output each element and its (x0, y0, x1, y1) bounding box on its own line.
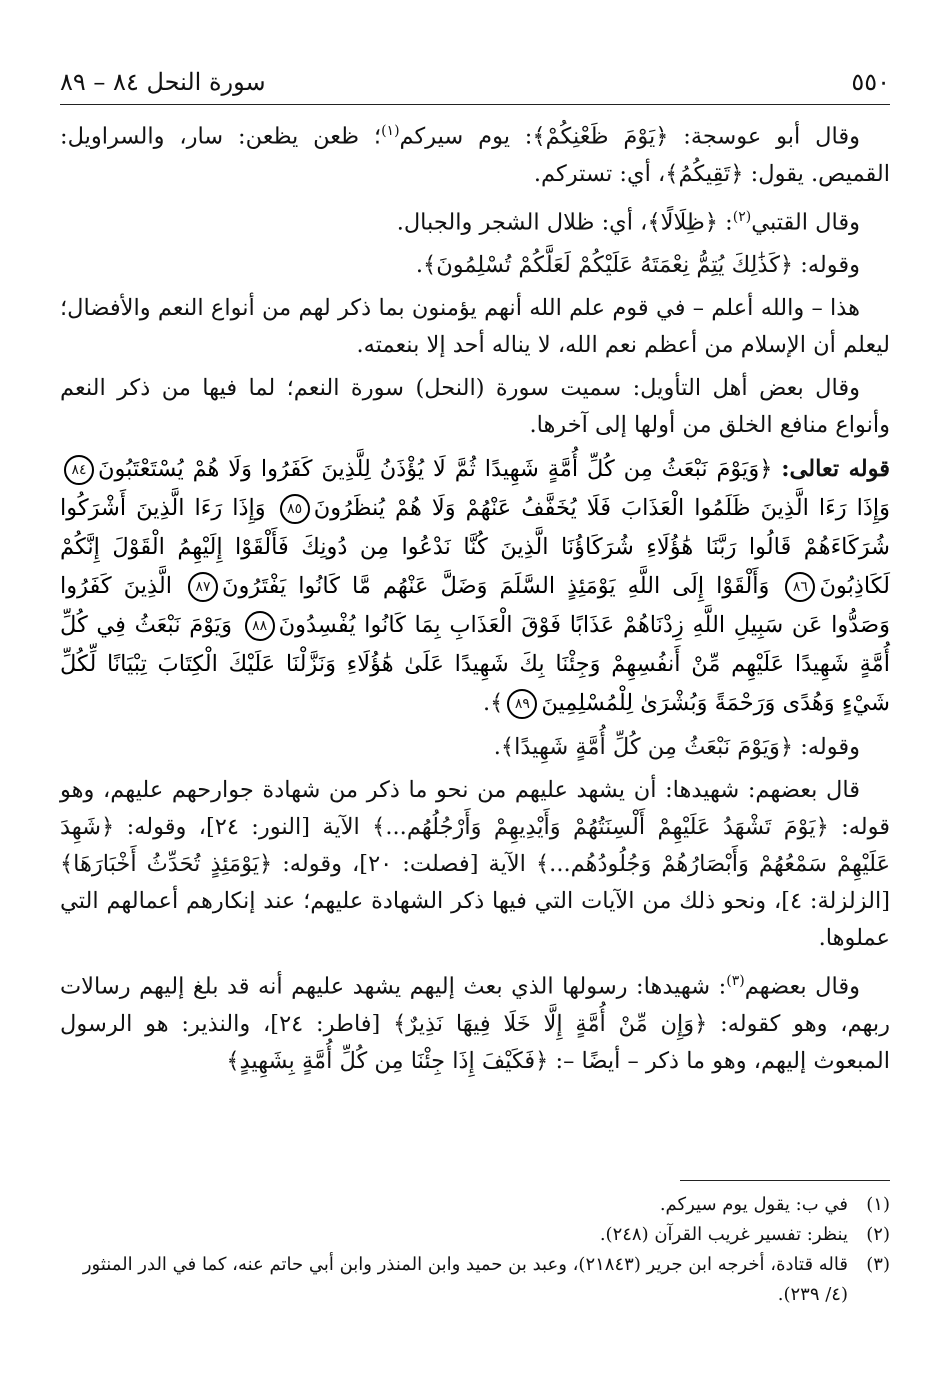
ayah-number-marker: ٨٩ (507, 689, 537, 719)
footnotes (60, 1190, 890, 1310)
paragraph-5: وقال بعض أهل التأويل: سميت سورة (النحل) سورة النعم؛ لما فيها من ذكر النعم وأنواع منافع الخلق من أولها إلى آخرها. (60, 375, 890, 438)
paragraph-8: وقال بعضهم$^{(٣)}$: شهيدها: رسولها الذي بعث إليهم يشهد عليهم أنه قد بلغ إليهم رسالات ربهم، وهو كقوله: ﴿وَإِن مِّنْ أُمَّةٍ إِلَّا خَلَا فِيهَا نَذِيرٌ﴾ [فاطر: ٢٤]، والنذير: هو الرسول المبعوث إليهم، وهو ما ذكر – أيضًا –: ﴿فَكَيْفَ إِذَا جِئْنَا مِن كُلِّ أُمَّةٍ بِشَهِيدٍ﴾ (60, 973, 890, 1074)
paragraph-6: وقوله: ﴿وَيَوْمَ نَبْعَثُ مِن كُلِّ أُمَّةٍ شَهِيدًا﴾. (493, 734, 860, 760)
footnote-ref: (٣) (726, 973, 745, 989)
ayah-number-marker: ٨٤ (64, 455, 94, 485)
ayah-number-marker: ٨٦ (785, 572, 815, 602)
footnote-item: (١)في ب: يقول يوم سيركم. (659, 1194, 890, 1215)
page-header (60, 60, 890, 105)
ayah-number-marker: ٨٨ (245, 611, 275, 641)
verse-lead: قوله تعالى: (781, 456, 890, 482)
quran-verses-block: قوله تعالى: ﴿وَيَوْمَ نَبْعَثُ مِن كُلِّ أُمَّةٍ شَهِيدًا ثُمَّ لَا يُؤْذَنُ لِلَّذِينَ كَفَرُوا وَلَا هُمْ يُسْتَعْتَبُونَ٨٤ وَإِذَا رَءَا الَّذِينَ ظَلَمُوا الْعَذَابَ فَلَا يُخَفَّفُ عَنْهُمْ وَلَا هُمْ يُنظَرُونَ٨٥ وَإِذَا رَءَا الَّذِينَ أَشْرَكُوا شُرَكَاءَهُمْ قَالُوا رَبَّنَا هَٰؤُلَاءِ شُرَكَاؤُنَا الَّذِينَ كُنَّا نَدْعُوا مِن دُونِكَ فَأَلْقَوْا إِلَيْهِمُ الْقَوْلَ إِنَّكُمْ لَكَاذِبُونَ٨٦ وَأَلْقَوْا إِلَى اللَّهِ يَوْمَئِذٍ السَّلَمَ وَضَلَّ عَنْهُم مَّا كَانُوا يَفْتَرُونَ٨٧ الَّذِينَ كَفَرُوا وَصَدُّوا عَن سَبِيلِ اللَّهِ زِدْنَاهُمْ عَذَابًا فَوْقَ الْعَذَابِ بِمَا كَانُوا يُفْسِدُونَ٨٨ وَيَوْمَ نَبْعَثُ فِي كُلِّ أُمَّةٍ شَهِيدًا عَلَيْهِم مِّنْ أَنفُسِهِمْ وَجِئْنَا بِكَ شَهِيدًا عَلَىٰ هَٰؤُلَاءِ وَنَزَّلْنَا عَلَيْكَ الْكِتَابَ تِبْيَانًا لِّكُلِّ شَيْءٍ وَهُدًى وَرَحْمَةً وَبُشْرَىٰ لِلْمُسْلِمِينَ٨٩﴾. (60, 450, 890, 723)
paragraph-4: هذا – والله أعلم – في قوم علم الله أنهم يؤمنون بما ذكر لهم من أنواع النعم والأفضال؛ ليعلم أن الإسلام من أعظم نعم الله، لا يناله أحد إلا بنعمته. (60, 295, 890, 358)
running-title: سورة النحل ٨٤ – ٨٩ (60, 68, 266, 96)
paragraph-1: وقال أبو عوسجة: ﴿يَوْمَ ظَعْنِكُمْ﴾: يوم سيركم$^{(١)}$؛ ظعن يظعن: سار، والسراويل: القميص. يقول: ﴿تَقِيكُمُ﴾، أي: تستركم. (60, 123, 890, 187)
footnote-separator (680, 1180, 890, 1181)
paragraph-7: قال بعضهم: شهيدها: أن يشهد عليهم من نحو ما ذكر من شهادة جوارحهم عليهم، وهو قوله: ﴿يَوْمَ تَشْهَدُ عَلَيْهِمْ أَلْسِنَتُهُمْ وَأَيْدِيهِمْ وَأَرْجُلُهُم...﴾ الآية [النور: ٢٤]، وقوله: ﴿شَهِدَ عَلَيْهِمْ سَمْعُهُمْ وَأَبْصَارُهُمْ وَجُلُودُهُم...﴾ الآية [فصلت: ٢٠]، وقوله: ﴿يَوْمَئِذٍ تُحَدِّثُ أَخْبَارَهَا﴾ [الزلزلة: ٤]، ونحو ذلك من الآيات التي فيها ذكر الشهادة عليهم؛ عند إنكارهم أعمالهم التي عملوها. (60, 777, 891, 951)
ayah-number-marker: ٨٧ (188, 572, 218, 602)
footnote-item: (٢)ينظر: تفسير غريب القرآن (٢٤٨). (599, 1224, 890, 1245)
paragraph-2: وقال القتبي$^{(٢)}$: ﴿ظِلَالًا﴾، أي: ظلال الشجر والجبال. (396, 208, 860, 235)
paragraph-3: وقوله: ﴿كَذَٰلِكَ يُتِمُّ نِعْمَتَهُ عَلَيْكُمْ لَعَلَّكُمْ تُسْلِمُونَ﴾. (415, 252, 860, 278)
footnote-ref: (١) (381, 123, 400, 139)
ayah-number-marker: ٨٥ (280, 494, 310, 524)
main-text (60, 113, 890, 1080)
footnote-item: (٣)قاله قتادة، أخرجه ابن جرير (٢١٨٤٣)، وعبد بن حميد وابن المنذر وابن أبي حاتم عنه، كما في الدر المنثور (٤/ ٢٣٩). (82, 1254, 890, 1305)
book-page (60, 60, 890, 1350)
page-number: ٥٥٠ (851, 68, 890, 96)
footnote-ref: (٢) (732, 208, 752, 225)
